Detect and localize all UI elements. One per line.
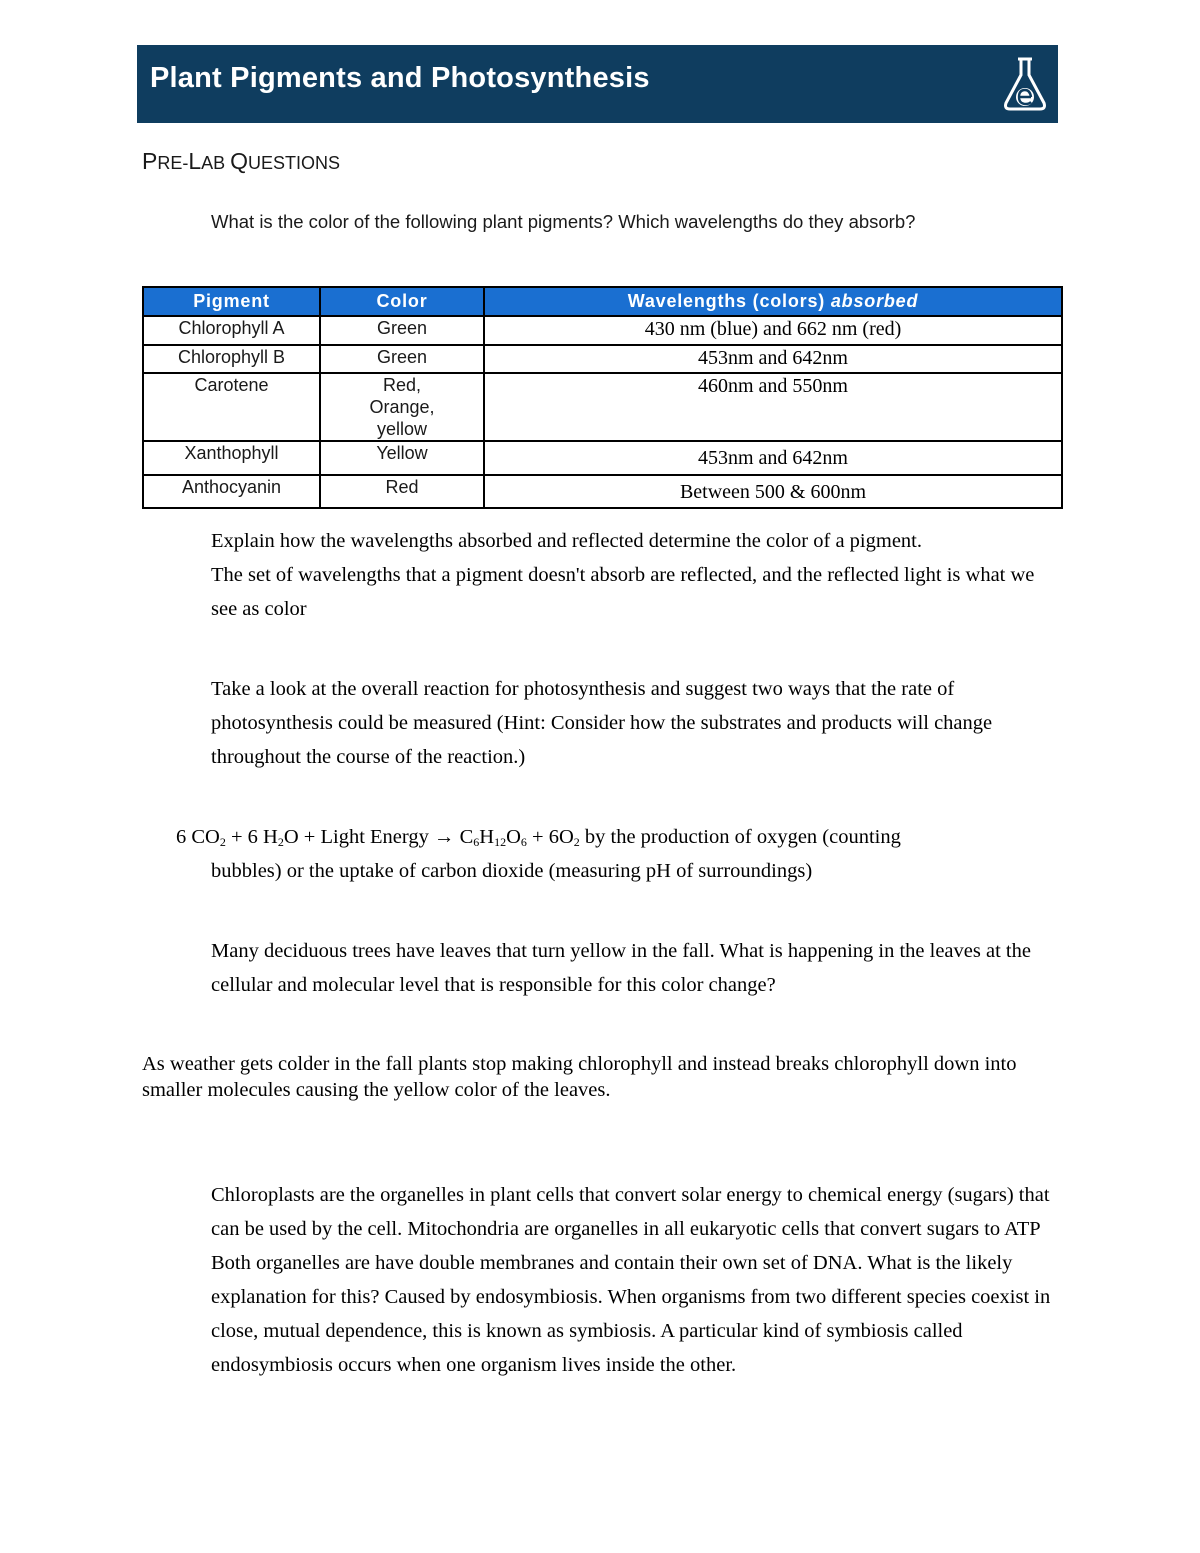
rate-answer-start: by the production of oxygen (counting: [579, 826, 901, 848]
cell-wavelengths: Between 500 & 600nm: [484, 475, 1062, 508]
leaves-question: Many deciduous trees have leaves that turn yellow in the fall. What is happening in the leaves at the cellular and molecular level that is responsible for this color change?: [211, 940, 1031, 996]
table-row: [143, 441, 1062, 475]
table-header-row: [143, 287, 1062, 316]
cell-wavelengths: 453nm and 642nm: [484, 345, 1062, 373]
cell-pigment: Carotene: [143, 373, 320, 441]
rate-question: Take a look at the overall reaction for photosynthesis and suggest two ways that the rate of photosynthesis could be measured (Hint: Consider how the substrates and products will change throughout the course of the reaction.): [211, 678, 993, 768]
document-title: Plant Pigments and Photosynthesis: [150, 62, 650, 94]
header-banner: [137, 45, 1058, 123]
color-answer: The set of wavelengths that a pigment doesn't absorb are reflected, and the reflected light is what we see as color: [211, 564, 1035, 620]
header-pigment: Pigment: [143, 287, 320, 316]
cell-color: Red, Orange, yellow: [320, 373, 484, 441]
cell-wavelengths: 430 nm (blue) and 662 nm (red): [484, 316, 1062, 345]
cell-pigment: Anthocyanin: [143, 475, 320, 508]
photosynthesis-equation: 6 $CO_2 + 6$ $H_2O$ + Light Energy → $C_6H_{12}O_6 + 6O_2$ by the production of oxygen (counting bubbles) or the uptake of carbon dioxide (measuring pH of surroundings): [176, 820, 1056, 888]
table-row: [143, 345, 1062, 373]
pigment-table: [142, 286, 1063, 509]
leaves-answer: As weather gets colder in the fall plants stop making chlorophyll and instead breaks chlorophyll down into smaller molecules causing the yellow color of the leaves.: [142, 1053, 1017, 1101]
table-row: [143, 475, 1062, 508]
section-heading: PRE-LAB QUESTIONS: [142, 148, 341, 174]
rate-answer-rest: bubbles) or the uptake of carbon dioxide (measuring pH of surroundings): [211, 860, 813, 882]
cell-color: Yellow: [320, 441, 484, 475]
cell-pigment: Xanthophyll: [143, 441, 320, 475]
flask-icon: [992, 51, 1058, 117]
color-question-block: [211, 524, 1061, 626]
table-row: [143, 316, 1062, 345]
cell-wavelengths: 453nm and 642nm: [484, 441, 1062, 475]
color-question: Explain how the wavelengths absorbed and reflected determine the color of a pigment.: [211, 530, 922, 552]
cell-pigment: Chlorophyll B: [143, 345, 320, 373]
cell-pigment: Chlorophyll A: [143, 316, 320, 345]
table-row: [143, 373, 1062, 441]
header-color: Color: [320, 287, 484, 316]
cell-wavelengths: 460nm and 550nm: [484, 373, 1062, 441]
organelles-question: Chloroplasts are the organelles in plant cells that convert solar energy to chemical energy (sugars) that can be used by the cell. Mitochondria are organelles in all eukaryotic cells that convert sugars to ATP Both organelles are have double membranes and contain their own set of DNA. What is the likely explanation for this? Caused by endosymbiosis. When organisms from two different species coexist in close, mutual dependence, this is known as symbiosis. A particular kind of symbiosis called endosymbiosis occurs when one organism lives inside the other.: [211, 1184, 1051, 1376]
cell-color: Green: [320, 345, 484, 373]
cell-color: Green: [320, 316, 484, 345]
cell-color: Red: [320, 475, 484, 508]
header-wavelengths: Wavelengths (colors) absorbed: [484, 287, 1062, 316]
intro-question: What is the color of the following plant pigments? Which wavelengths do they absorb?: [211, 211, 916, 232]
